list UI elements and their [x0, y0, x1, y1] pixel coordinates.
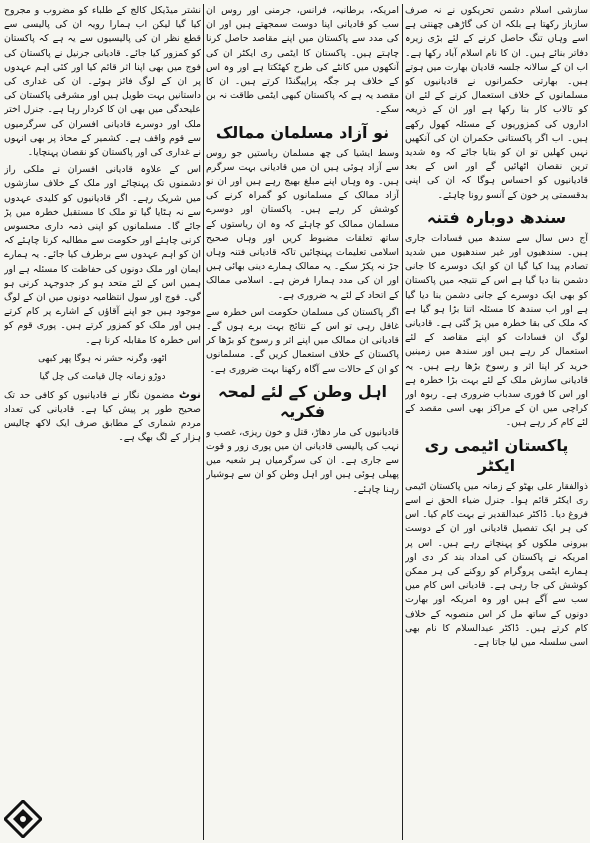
note-label: نوٹ	[178, 387, 201, 401]
poetry-verse-1: اٹھو، وگرنہ حشر نہ ہوگا پھر کبھی	[38, 353, 167, 364]
heading-muslim-countries: نو آزاد مسلمان ممالک	[215, 122, 390, 142]
left-paragraph-2: اس کے علاوہ قادیانی افسران نے ملکی راز دشمنوں تک پہنچائے اور ملک کے خلاف سازشوں میں شریک رہے۔ اگر قادیانیوں کو کلیدی عہدوں سے نہ ہٹایا گیا تو ملک کا مستقبل خطرہ میں پڑ جائے گا۔ مسلمانوں کو اپنی ذمہ داری محسوس کرنی چاہئے اور حکومت سے مطالبہ کرنا چاہئے کہ ان کو اہم عہدوں سے برطرف کیا جائے۔ یہ ہمارے ایمان اور ملک دونوں کی حفاظت کا مسئلہ ہے اور ہمیں اس کے لئے متحد ہو کر جدوجہد کرنی ہو گی۔ فوج اور سول انتظامیہ دونوں میں ان کے لوگ موجود ہیں جو اپنے آقاؤں کے اشارے پر کام کرتے ہیں اور ملک کو کمزور کرتے ہیں۔ پوری قوم کو اس خطرہ کا مقابلہ کرنا ہے۔	[4, 164, 201, 346]
right-paragraph-1: سازشی اسلام دشمن تحریکوں نے نہ صرف سازباز رکھتا ہے بلکہ ان کی گاڑھی چھنتی ہے اسے وہاں تنگ حاصل کرنے کے لئے بڑی زیرہ دفاتر بنائے ہیں۔ ان کا نام اسلام آباد رکھا ہے۔ اب ان کے سالانہ جلسہ قادیان بھارت میں ہوتے ہیں۔ بھارتی حکمرانوں نے قادیانیوں کو مسلمانوں کے خلاف استعمال کرنے کے لئے ان کو تالاب کار بنا رکھا ہے اور ان کے ذریعہ اداروں کی کمزوریوں کے مسئلہ کھول رکھے ہیں۔ اب اگر پاکستانی حکمران ان کی آنکھیں نہیں کھلیں تو ان کو بتایا جائے کہ وہ شدید ترین نقصان اٹھائیں گے اور اس کے بعد قادیانیوں کو احساس ہوگا کہ ان کی اپنی بدقسمتی پر خون کے آنسو رونا چاہئے۔	[405, 5, 588, 201]
mid-paragraph-1: امریکہ، برطانیہ، فرانس، جرمنی اور روس ان سب کو قادیانی اپنا دوست سمجھتے ہیں اور ان کی مدد سے پاکستان میں اپنے مقاصد حاصل کرنا چاہتے ہیں۔ پاکستان کا ایٹمی ری ایکٹر ان کی آنکھوں میں کانٹے کی طرح کھٹکتا ہے اور وہ اس کے خلاف ہر جگہ پراپیگنڈا کرتے ہیں۔ ان کا مقصد یہ ہے کہ پاکستان کبھی ایٹمی طاقت نہ بن سکے۔	[206, 5, 399, 116]
heading-sindh: سندھ دوبارہ فتنہ	[426, 207, 567, 227]
left-paragraph-1: نشتر میڈیکل کالج کے طلباء کو مضروب و مجروح کیا گیا لیکن اب ہمارا رویہ ان کی پالیسی سے قطع نظر ان کی پالیسیوں سے یہ ہے کہ پاکستان کو کمزور کیا جائے۔ قادیانی جرنیل نے پاکستان کی فوج میں بھی اپنا اثر قائم کیا اور کئی اہم عہدوں پر ان کے لوگ فائز ہوئے۔ ان کی غداری کی داستانیں بہت طویل ہیں اور مشرقی پاکستان کی علیحدگی میں بھی ان کا کردار رہا ہے۔ جنرل اختر ملک اور دوسرے قادیانی افسران کی سرگرمیوں سے قوم واقف ہے۔ کشمیر کے محاذ پر بھی انہوں نے غداری کی اور پاکستان کو نقصان پہنچایا۔	[4, 5, 201, 159]
poetry-verse-2: دوڑو زمانہ چال قیامت کی چل گیا	[39, 371, 166, 382]
note	[4, 388, 201, 446]
column-divider	[203, 4, 204, 840]
mid-paragraph-2: وسط ایشیا کی چھ مسلمان ریاستیں جو روس سے آزاد ہوئی ہیں ان میں قادیانی بہت سرگرم ہیں۔ وہ وہاں اپنے مبلغ بھیج رہے ہیں اور ان نو آزاد ممالک کے مسلمانوں کو گمراہ کرنے کی کوشش کر رہے ہیں۔ پاکستان اور دوسرے مسلمان ممالک کو چاہئے کہ وہ ان ریاستوں کے ساتھ تعلقات مضبوط کریں اور وہاں صحیح اسلامی تعلیمات پہنچائیں تاکہ قادیانی فتنہ وہاں جڑ نہ پکڑ سکے۔ یہ ممالک ہمارے دینی بھائی ہیں اور ان کی مدد ہمارا فرض ہے۔ اسلامی ممالک کے اتحاد کے لئے یہ ضروری ہے۔	[206, 147, 399, 301]
ornament-icon	[4, 800, 42, 838]
heading-moment-of-reflection: اہل وطن کے لئے لمحہ فکریہ	[217, 381, 388, 421]
middle-column	[206, 4, 399, 840]
mid-paragraph-4: قادیانیوں کی مار دھاڑ، قتل و خون ریزی، غصب و نہب کی پالیسی قادیانی ان میں پوری زور و قوت سے جاری ہے۔ ان کی سرگرمیاں ہر شعبہ میں پھیلی ہوئی ہیں اور اہل وطن کو ان سے ہوشیار رہنا چاہئے۔	[206, 426, 399, 495]
left-column	[4, 4, 201, 840]
right-paragraph-2: آج دس سال سے سندھ میں فسادات جاری ہیں۔ سندھیوں اور غیر سندھیوں میں شدید تصادم پیدا کیا گیا ان کو ایک دوسرے کا جانی دشمن بنا دیا گیا ہے اس کے نتیجہ میں پاکستان کو بھی ایک دوسرے کے جانی دشمن بنا دیا گیا ہے اور اب سندھ کا مسئلہ اتنا بڑا ہو گیا ہے کہ ملک کی بقا خطرہ میں پڑ گئی ہے۔ قادیانی لوگ ان فسادات کو اپنے مقاصد کے لئے استعمال کر رہے ہیں اور سندھ میں زمینیں خرید کر اپنا اثر و رسوخ بڑھا رہے ہیں۔ یہ قادیانی سازش ملک کے لئے بہت بڑا خطرہ ہے اور اس کا فوری سدباب ضروری ہے۔ ربوہ اور کراچی میں ان کے مراکز بھی اسی مقصد کے لئے کام کر رہے ہیں۔	[405, 232, 588, 429]
right-column	[405, 4, 588, 840]
note-text: مضمون نگار نے قادیانیوں کو کافی حد تک صحیح طور پر پیش کیا ہے۔ قادیانی کی تعداد مردم شماری کے مطابق صرف ایک لاکھ چالیس ہزار کے لگ بھگ ہے۔	[4, 389, 201, 444]
mid-paragraph-3: اگر پاکستان کی مسلمان حکومت اس خطرہ سے غافل رہی تو اس کے نتائج بہت برے ہوں گے۔ قادیانی ان ممالک میں اپنے اثر و رسوخ کو بڑھا کر پاکستان کے خلاف استعمال کریں گے۔ مسلمانوں کو ان کے حالات سے آگاہ رکھنا بہت ضروری ہے۔	[206, 306, 399, 375]
column-divider	[402, 4, 403, 840]
right-paragraph-3: ذوالفقار علی بھٹو کے زمانہ میں پاکستان اٹیمی ری ایکٹر قائم ہوا۔ جنرل ضیاء الحق نے اسے فروغ دیا۔ ڈاکٹر عبدالقدیر نے بہت کام کیا۔ اس کی ہر ایک تفصیل قادیانی اور ان کے دوست بیرونی ملکوں کو پہنچاتے رہے ہیں۔ اس پر امریکہ نے پاکستان کی امداد بند کر دی اور ہمارے ایٹمی پروگرام کو روکنے کی ہر ممکن کوشش کی جا رہی ہے۔ قادیانی اس کام میں سب سے آگے ہیں اور وہ امریکہ اور بھارت دونوں کے ساتھ مل کر اس منصوبہ کے خلاف کام کرتے ہیں۔ ڈاکٹر عبدالسلام کا نام بھی اسی سلسلہ میں لیا جاتا ہے۔	[405, 480, 588, 648]
heading-atomic-reactor: پاکستان اٹیمی ری ایکٹر	[424, 435, 569, 475]
